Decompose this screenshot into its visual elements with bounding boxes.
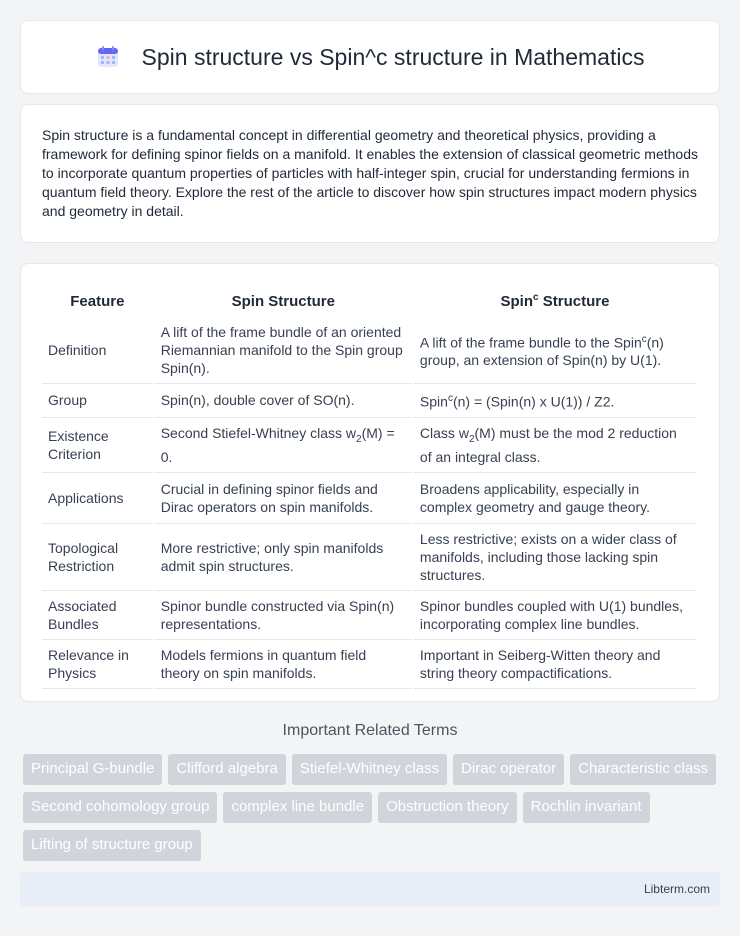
term-tag[interactable]: Characteristic class	[570, 754, 716, 785]
spinc-cell: Less restrictive; exists on a wider class of manifolds, including those lacking spin structures.	[414, 524, 696, 591]
spin-cell: Spin(n), double cover of SO(n).	[155, 384, 412, 418]
term-tag[interactable]: Clifford algebra	[168, 754, 285, 785]
term-tag[interactable]: Second cohomology group	[23, 792, 217, 823]
header-spin: Spin Structure	[231, 292, 335, 310]
comparison-table	[40, 286, 698, 689]
feature-cell: Topological Restriction	[42, 524, 153, 591]
page-title: Spin structure vs Spin^c structure in Mathematics	[141, 43, 645, 70]
spinc-cell: Broadens applicability, especially in complex geometry and gauge theory.	[414, 473, 696, 524]
spin-cell: More restrictive; only spin manifolds admit spin structures.	[155, 524, 412, 591]
header-spinc: Spin$^c$ Structure	[500, 292, 610, 310]
term-tag[interactable]: Dirac operator	[453, 754, 564, 785]
related-terms-list	[23, 754, 723, 861]
feature-cell: Associated Bundles	[42, 591, 153, 640]
term-tag[interactable]: Principal G-bundle	[23, 754, 162, 785]
spin-cell: Second Stiefel-Whitney class $w_2(M) = 0$.	[155, 418, 412, 474]
table-row	[42, 473, 696, 524]
spinc-cell: Spin$^c$(n) = (Spin(n) x U(1)) / Z2.	[414, 384, 696, 418]
term-tag[interactable]: Obstruction theory	[378, 792, 517, 823]
footer	[20, 872, 720, 906]
table-row	[42, 384, 696, 418]
header-card	[20, 20, 720, 94]
spin-cell: Crucial in defining spinor fields and Dirac operators on spin manifolds.	[155, 473, 412, 524]
spin-cell: Spinor bundle constructed via Spin(n) representations.	[155, 591, 412, 640]
table-row	[42, 524, 696, 591]
spinc-cell: A lift of the frame bundle to the Spin$^c$(n) group, an extension of Spin(n) by U(1).	[414, 317, 696, 384]
table-row	[42, 418, 696, 474]
intro-text: Spin structure is a fundamental concept in differential geometry and theoretical physics, providing a framework for defining spinor fields on a manifold. It enables the extension of classical geometric methods to incorporate quantum properties of particles with half-integer spin, crucial for understanding fermions in quantum field theory. Explore the rest of the article to discover how spin structures impact modern physics and geometry in detail.	[42, 127, 699, 219]
related-terms-title: Important Related Terms	[282, 722, 458, 739]
comparison-table-card	[20, 263, 720, 702]
intro-card	[20, 104, 720, 243]
spin-cell: A lift of the frame bundle of an oriented Riemannian manifold to the Spin group Spin(n).	[155, 317, 412, 384]
table-row	[42, 640, 696, 689]
spinc-cell: Important in Seiberg-Witten theory and string theory compactifications.	[414, 640, 696, 689]
feature-cell: Definition	[42, 317, 153, 384]
spinc-cell: Spinor bundles coupled with U(1) bundles, incorporating complex line bundles.	[414, 591, 696, 640]
feature-cell: Group	[42, 384, 153, 418]
term-tag[interactable]: Stiefel-Whitney class	[292, 754, 447, 785]
spinc-cell: Class $w_2(M)$ must be the mod 2 reduction of an integral class.	[414, 418, 696, 474]
feature-cell: Relevance in Physics	[42, 640, 153, 689]
table-row	[42, 591, 696, 640]
feature-cell: Applications	[42, 473, 153, 524]
term-tag[interactable]: Rochlin invariant	[523, 792, 650, 823]
feature-cell: Existence Criterion	[42, 418, 153, 474]
table-row	[42, 317, 696, 384]
term-tag[interactable]: Lifting of structure group	[23, 830, 201, 861]
term-tag[interactable]: complex line bundle	[223, 792, 372, 823]
footer-link[interactable]: Libterm.com	[643, 882, 710, 896]
calendar-icon	[96, 45, 120, 69]
header-feature: Feature	[70, 292, 125, 310]
spin-cell: Models fermions in quantum field theory on spin manifolds.	[155, 640, 412, 689]
